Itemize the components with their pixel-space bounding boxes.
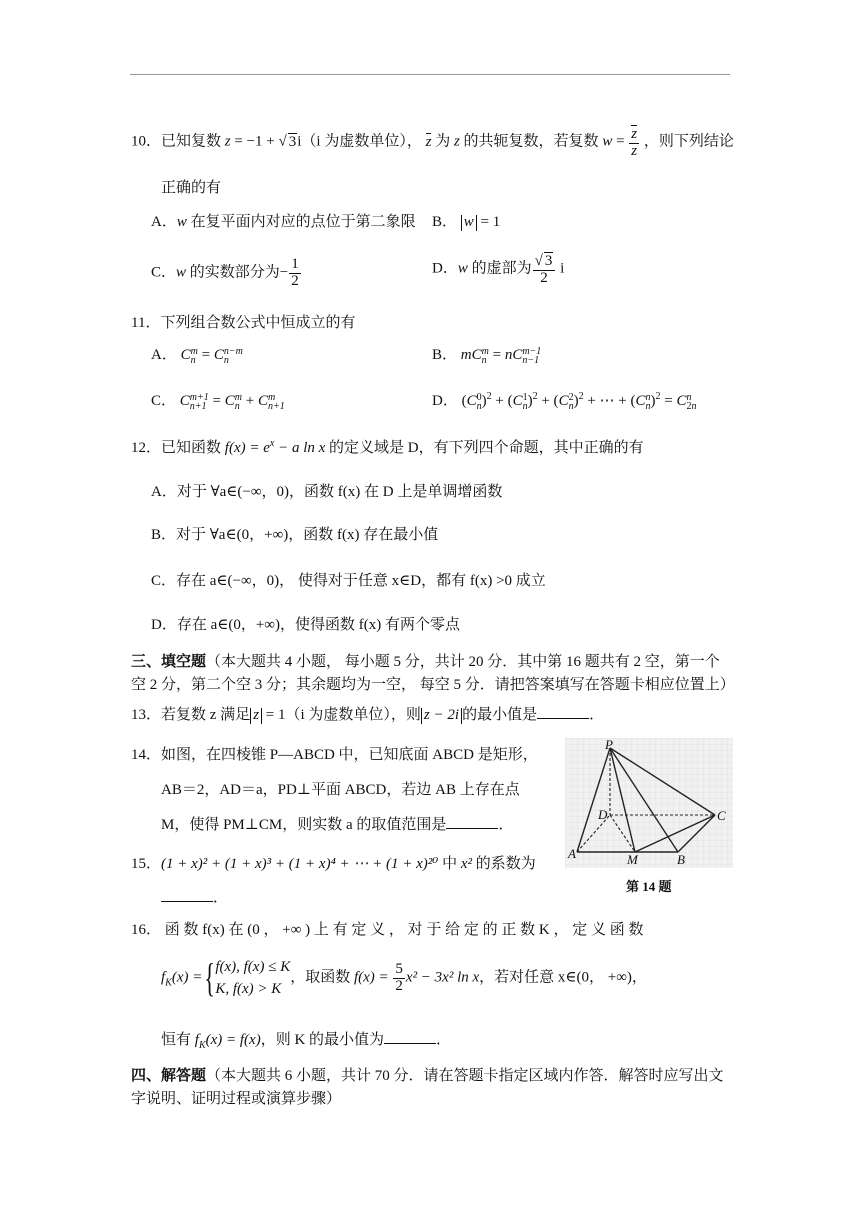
label-a: A <box>568 846 576 861</box>
figure-caption: 第 14 题 <box>626 879 672 894</box>
section-4-title: 四、解答题 <box>131 1068 207 1084</box>
question-10-stem: 10．已知复数 z = −1 + √ 3i（i 为虚数单位）， z 为 z 的共轭复数，若复数 w = $\frac{z}{z}$ ，则下列结论 <box>131 126 734 159</box>
label-c: C <box>717 808 726 823</box>
question-15-stem: 15．(1 + x)² + (1 + x)³ + (1 + x)⁴ + ⋯ + (1 + x)²⁰ 中 x² 的系数为 <box>131 856 536 872</box>
section-4-line2: 字说明、证明过程或演算步骤） <box>131 1091 342 1107</box>
section-3-line2: 空 2 分，第二个空 3 分；其余题均为一空， 每空 5 分．请把答案填写在答题卡相应位置上） <box>131 677 735 693</box>
label-m: M <box>627 852 638 867</box>
label-p: P <box>605 738 613 752</box>
question-11-stem: 11．下列组合数公式中恒成立的有 <box>131 315 356 331</box>
question-10-line2: 正确的有 <box>161 180 222 196</box>
q11-option-a: A． Cm n = Cn−m n <box>151 345 243 366</box>
question-16-line1: 16． 函 数 f(x) 在 (0 ， +∞ ) 上 有 定 义 ， 对 于 给 定 的 正 数 K ， 定 义 函 数 <box>131 922 644 938</box>
label-b: B <box>677 852 685 867</box>
q12-option-d: D．存在 a∈(0，+∞)，使得函数 f(x) 有两个零点 <box>151 617 460 633</box>
q11-option-b: B． mCm n = nCm−1 n−1 <box>432 345 542 366</box>
w-fraction: $\frac{z}{z}$ <box>631 126 638 159</box>
q12-option-b: B．对于 ∀a∈(0，+∞)，函数 f(x) 存在最小值 <box>151 527 439 543</box>
answer-blank <box>446 828 498 829</box>
question-14-line1: 14．如图，在四棱锥 P—ABCD 中，已知底面 ABCD 是矩形， <box>131 747 538 763</box>
answer-blank <box>537 718 589 719</box>
question-16-line3: 恒有 $f_K(x) = f(x)$，则 K 的最小值为 ． <box>161 1032 452 1051</box>
section-3-header: 三、填空题（本大题共 4 小题， 每小题 5 分，共计 20 分．其中第 16 题共有 2 空，第一个 <box>131 654 720 670</box>
question-14-line3: M，使得 PM⊥CM，则实数 a 的取值范围是 ． <box>161 817 514 833</box>
question-13-stem: 13．若复数 z 满足 z = 1（i 为虚数单位），则 z − 2i 的最小值是 ． <box>131 707 605 723</box>
q11-option-d: D． (C0 n)$^2$ + (C1 n)$^2$ + (C2 n)$^2$ + ⋯ + (Cn n)$^2$ = Cn 2n <box>432 391 697 412</box>
q11-option-c: C． Cm+1 n+1 = Cm n + Cm n+1 <box>151 391 285 412</box>
question-15-line2: ． <box>161 886 228 907</box>
q10-option-a: A．w 在复平面内对应的点位于第二象限 <box>151 214 416 230</box>
pyramid-figure <box>565 738 733 868</box>
q12-option-a: A．对于 ∀a∈(−∞，0)，函数 f(x) 在 D 上是单调增函数 <box>151 484 503 500</box>
header-rule <box>130 74 730 75</box>
q12-option-c: C．存在 a∈(−∞，0)， 使得对于任意 x∈D，都有 f(x) >0 成立 <box>151 573 546 589</box>
answer-blank <box>384 1043 436 1044</box>
question-12-stem: 12．已知函数 $f(x) = e^x - a$ ln x 的定义域是 D，有下列四个命题，其中正确的有 <box>131 438 644 456</box>
question-14-line2: AB＝2，AD＝a，PD⊥平面 ABCD，若边 AB 上存在点 <box>161 782 520 798</box>
section-4-header: 四、解答题（本大题共 6 小题，共计 70 分．请在答题卡指定区域内作答．解答时应写出文 <box>131 1068 724 1084</box>
z-conjugate: z <box>425 133 432 150</box>
q10-option-c: C．w 的实数部分为− $\frac{1}{2}$ <box>151 256 299 289</box>
question-16-line2: $f_K(x) = \{f(x)$, f(x) ≤ K K, f(x) > K，取函数 f(x) = $\frac{5}{2}$ x² − 3x² ln x，若对任意 x∈(0， +∞)， <box>161 955 647 1000</box>
label-d: D <box>598 807 608 822</box>
pyramid-diagram <box>565 738 733 868</box>
answer-blank <box>161 901 213 902</box>
section-3-title: 三、填空题 <box>131 654 207 670</box>
q10-option-b: B． w = 1 <box>432 214 501 230</box>
q10-option-d: D．w 的虚部为 $\frac{√ 3}{2}$ i <box>432 253 565 286</box>
